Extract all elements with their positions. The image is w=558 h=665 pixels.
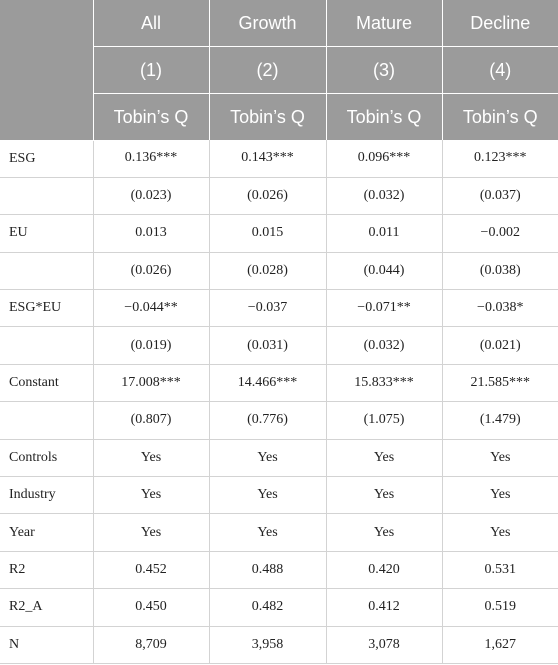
table-cell: (0.026) [209,177,326,214]
table-cell: 0.143*** [209,140,326,177]
row-label: EU [0,215,93,252]
table-cell: Yes [93,439,209,476]
table-cell: 0.420 [326,551,442,588]
table-cell: 3,078 [326,626,442,663]
table-cell: 0.013 [93,215,209,252]
dependent-variable-label: Tobin’s Q [326,94,442,141]
table-cell: (0.023) [93,177,209,214]
table-cell: (0.807) [93,402,209,439]
table-header [0,0,558,140]
table-row [0,477,558,514]
table-cell: −0.071** [326,290,442,327]
row-label: Industry [0,477,93,514]
table-cell: 0.519 [442,589,558,626]
column-header-growth: Growth [209,0,326,47]
table-cell: 14.466*** [209,364,326,401]
table-row [0,402,558,439]
table-cell: (0.032) [326,177,442,214]
dependent-variable-label: Tobin’s Q [442,94,558,141]
table-cell: Yes [209,477,326,514]
header-corner-cell [0,0,93,140]
table-cell: 21.585*** [442,364,558,401]
header-row-groups [0,0,558,47]
column-number: (1) [93,47,209,94]
table-row [0,589,558,626]
table-cell: (0.032) [326,327,442,364]
table-cell: Yes [93,514,209,551]
table-cell: Yes [93,477,209,514]
column-number: (3) [326,47,442,94]
table-row [0,551,558,588]
table-body [0,140,558,663]
table-row [0,439,558,476]
table-cell: 0.450 [93,589,209,626]
row-label [0,252,93,289]
column-header-all: All [93,0,209,47]
column-number: (4) [442,47,558,94]
table-cell: Yes [326,514,442,551]
column-header-decline: Decline [442,0,558,47]
table-cell: (0.044) [326,252,442,289]
table-cell: 3,958 [209,626,326,663]
table-cell: 0.011 [326,215,442,252]
table-row [0,514,558,551]
dependent-variable-label: Tobin’s Q [209,94,326,141]
row-label: Year [0,514,93,551]
row-label: R2_A [0,589,93,626]
table-row [0,140,558,177]
table-cell: −0.044** [93,290,209,327]
table-cell: 0.452 [93,551,209,588]
table-cell: (0.021) [442,327,558,364]
table-cell: 0.136*** [93,140,209,177]
table-cell: −0.002 [442,215,558,252]
column-header-mature: Mature [326,0,442,47]
table-cell: −0.037 [209,290,326,327]
table-row [0,290,558,327]
table-cell: (0.026) [93,252,209,289]
column-number: (2) [209,47,326,94]
table-cell: 0.123*** [442,140,558,177]
table-cell: 8,709 [93,626,209,663]
table-cell: (0.028) [209,252,326,289]
table-cell: 0.488 [209,551,326,588]
dependent-variable-label: Tobin’s Q [93,94,209,141]
table-row [0,252,558,289]
table-cell: Yes [326,439,442,476]
table-cell: Yes [209,514,326,551]
table-row [0,327,558,364]
table-cell: (0.019) [93,327,209,364]
table-cell: 17.008*** [93,364,209,401]
table-cell: 0.096*** [326,140,442,177]
table-cell: −0.038* [442,290,558,327]
table-row [0,215,558,252]
table-cell: 15.833*** [326,364,442,401]
row-label: ESG*EU [0,290,93,327]
table-row [0,177,558,214]
table-cell: Yes [326,477,442,514]
table-cell: Yes [442,477,558,514]
table-cell: 1,627 [442,626,558,663]
table-cell: (0.776) [209,402,326,439]
table-cell: Yes [209,439,326,476]
row-label: N [0,626,93,663]
table-cell: Yes [442,514,558,551]
table-cell: (1.479) [442,402,558,439]
table-row [0,364,558,401]
row-label [0,177,93,214]
table-cell: 0.412 [326,589,442,626]
table-cell: Yes [442,439,558,476]
table-cell: 0.531 [442,551,558,588]
row-label: ESG [0,140,93,177]
row-label [0,327,93,364]
table-cell: (0.031) [209,327,326,364]
table-row [0,626,558,663]
table-cell: (1.075) [326,402,442,439]
row-label: Controls [0,439,93,476]
row-label [0,402,93,439]
table-cell: 0.482 [209,589,326,626]
row-label: Constant [0,364,93,401]
table-cell: (0.038) [442,252,558,289]
table-cell: (0.037) [442,177,558,214]
row-label: R2 [0,551,93,588]
table-cell: 0.015 [209,215,326,252]
